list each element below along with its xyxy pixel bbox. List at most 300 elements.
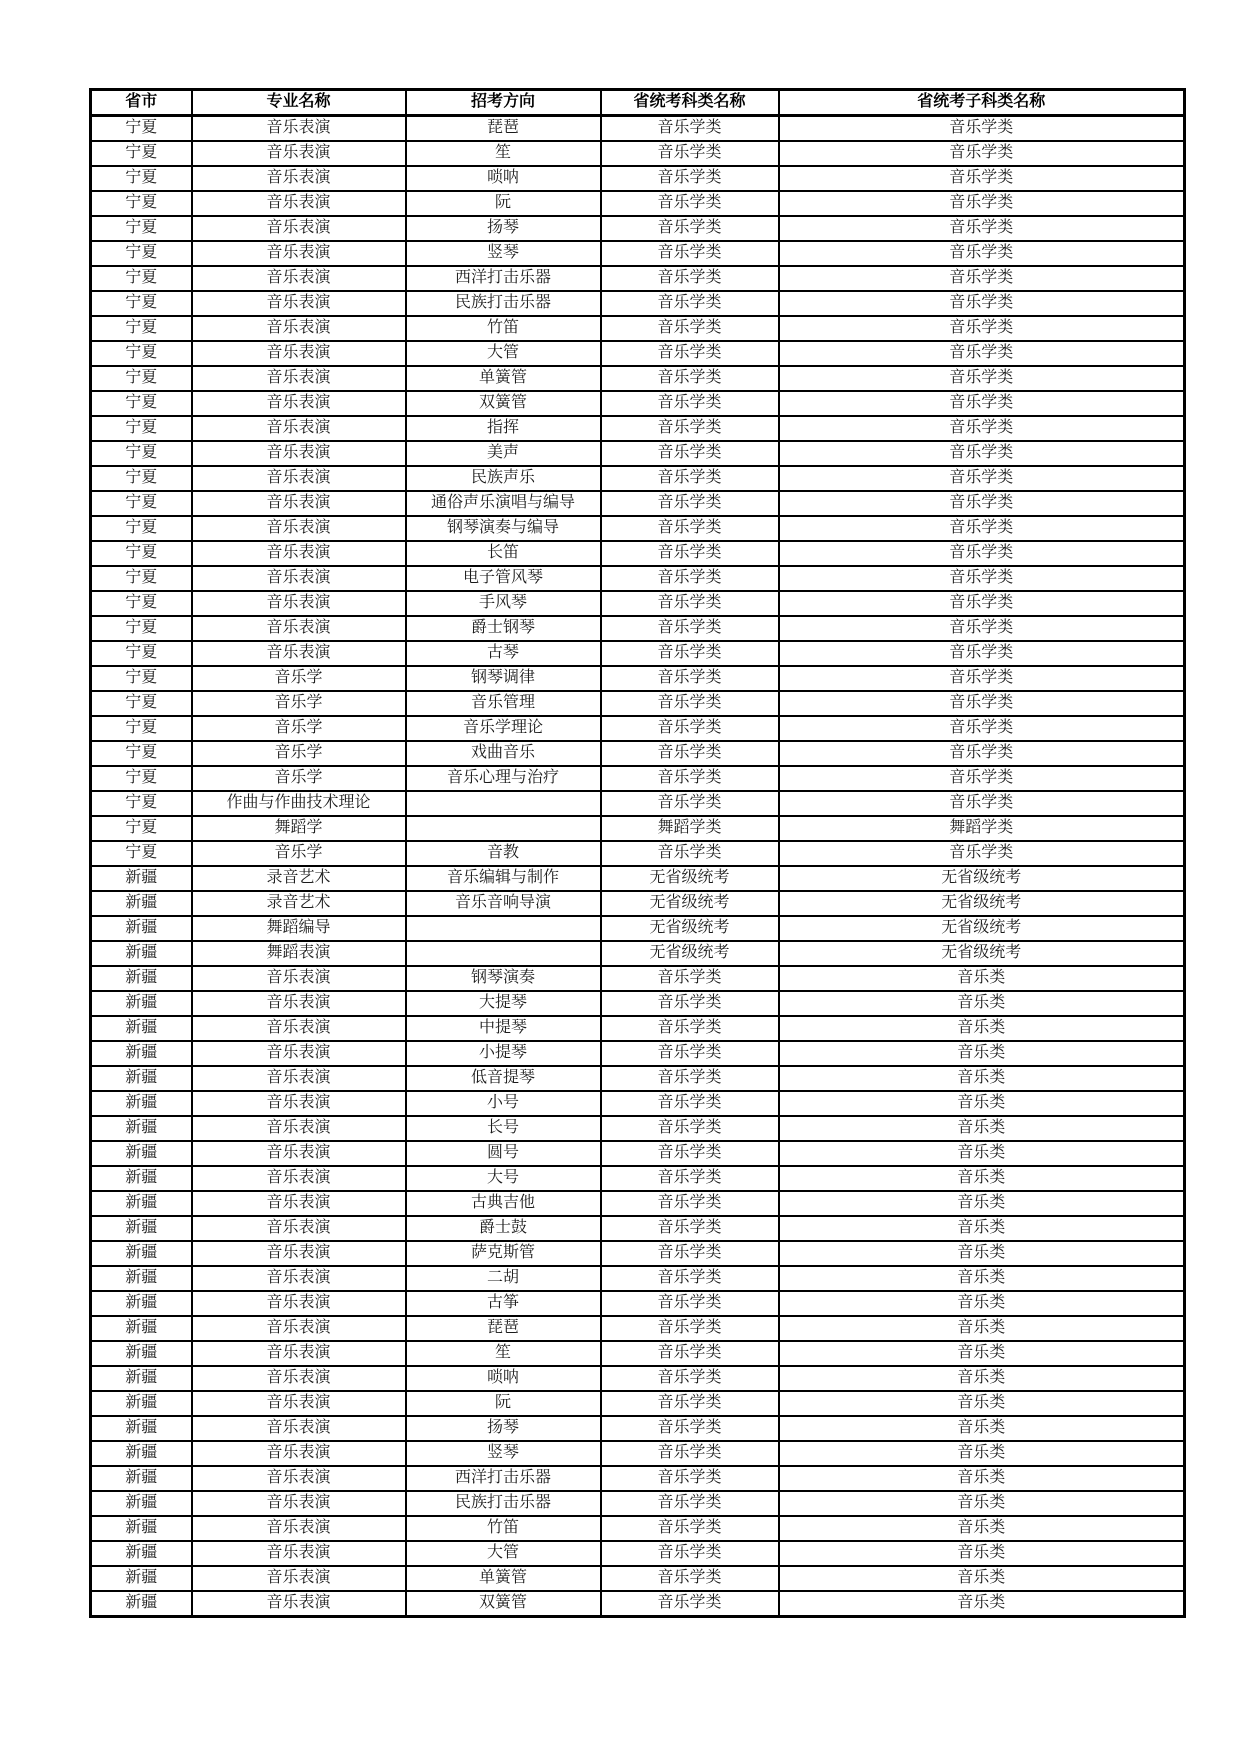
- cell-exam-subcategory: 无省级统考: [779, 866, 1185, 891]
- cell-major-name: 音乐表演: [192, 316, 406, 341]
- cell-recruit-direction: 音乐编辑与制作: [406, 866, 601, 891]
- cell-recruit-direction: 低音提琴: [406, 1066, 601, 1091]
- cell-recruit-direction: 阮: [406, 191, 601, 216]
- cell-major-name: 音乐表演: [192, 1266, 406, 1291]
- cell-exam-category: 音乐学类: [601, 766, 779, 791]
- table-row: [91, 1366, 1185, 1391]
- cell-major-name: 音乐表演: [192, 466, 406, 491]
- cell-recruit-direction: 古琴: [406, 641, 601, 666]
- cell-exam-category: 音乐学类: [601, 1141, 779, 1166]
- cell-province: 宁夏: [91, 141, 192, 166]
- cell-exam-category: 音乐学类: [601, 1241, 779, 1266]
- cell-exam-subcategory: 音乐学类: [779, 316, 1185, 341]
- cell-exam-category: 音乐学类: [601, 416, 779, 441]
- cell-recruit-direction: [406, 916, 601, 941]
- table-row: [91, 1316, 1185, 1341]
- cell-exam-category: 音乐学类: [601, 591, 779, 616]
- header-row: [91, 90, 1185, 116]
- cell-province: 宁夏: [91, 466, 192, 491]
- cell-exam-subcategory: 音乐学类: [779, 716, 1185, 741]
- table-row: [91, 966, 1185, 991]
- table-row: [91, 1066, 1185, 1091]
- col-header-recruit-direction: 招考方向: [406, 90, 601, 116]
- cell-province: 新疆: [91, 1491, 192, 1516]
- table-row: [91, 541, 1185, 566]
- cell-province: 宁夏: [91, 716, 192, 741]
- cell-exam-subcategory: 音乐学类: [779, 516, 1185, 541]
- cell-province: 新疆: [91, 891, 192, 916]
- cell-recruit-direction: 爵士钢琴: [406, 616, 601, 641]
- cell-exam-category: 音乐学类: [601, 516, 779, 541]
- cell-exam-category: 音乐学类: [601, 1541, 779, 1566]
- cell-exam-category: 音乐学类: [601, 1591, 779, 1617]
- cell-recruit-direction: 单簧管: [406, 366, 601, 391]
- cell-exam-category: 舞蹈学类: [601, 816, 779, 841]
- cell-recruit-direction: 大号: [406, 1166, 601, 1191]
- admissions-category-table: [89, 88, 1186, 1618]
- table-row: [91, 416, 1185, 441]
- cell-major-name: 音乐表演: [192, 291, 406, 316]
- table-row: [91, 491, 1185, 516]
- cell-exam-category: 音乐学类: [601, 1291, 779, 1316]
- cell-recruit-direction: 音乐音响导演: [406, 891, 601, 916]
- cell-province: 新疆: [91, 866, 192, 891]
- table-row: [91, 1266, 1185, 1291]
- cell-exam-subcategory: 音乐学类: [779, 191, 1185, 216]
- cell-exam-category: 音乐学类: [601, 691, 779, 716]
- cell-recruit-direction: 钢琴演奏与编导: [406, 516, 601, 541]
- cell-recruit-direction: 唢呐: [406, 1366, 601, 1391]
- cell-exam-subcategory: 音乐类: [779, 1116, 1185, 1141]
- cell-recruit-direction: 音乐心理与治疗: [406, 766, 601, 791]
- cell-recruit-direction: 民族声乐: [406, 466, 601, 491]
- cell-major-name: 音乐表演: [192, 1366, 406, 1391]
- cell-recruit-direction: 钢琴调律: [406, 666, 601, 691]
- cell-province: 宁夏: [91, 741, 192, 766]
- cell-exam-category: 音乐学类: [601, 316, 779, 341]
- cell-exam-category: 音乐学类: [601, 491, 779, 516]
- table-row: [91, 1241, 1185, 1266]
- cell-major-name: 音乐表演: [192, 491, 406, 516]
- cell-major-name: 音乐表演: [192, 166, 406, 191]
- cell-major-name: 音乐学: [192, 666, 406, 691]
- cell-exam-category: 音乐学类: [601, 1116, 779, 1141]
- table-row: [91, 1591, 1185, 1617]
- cell-province: 新疆: [91, 1341, 192, 1366]
- cell-exam-subcategory: 舞蹈学类: [779, 816, 1185, 841]
- cell-recruit-direction: 扬琴: [406, 216, 601, 241]
- cell-exam-category: 无省级统考: [601, 891, 779, 916]
- cell-exam-subcategory: 音乐学类: [779, 291, 1185, 316]
- cell-province: 宁夏: [91, 566, 192, 591]
- cell-exam-subcategory: 音乐类: [779, 1316, 1185, 1341]
- cell-province: 新疆: [91, 1591, 192, 1617]
- cell-major-name: 音乐表演: [192, 1116, 406, 1141]
- table-row: [91, 1341, 1185, 1366]
- cell-exam-subcategory: 音乐学类: [779, 641, 1185, 666]
- table-row: [91, 1216, 1185, 1241]
- cell-recruit-direction: 电子管风琴: [406, 566, 601, 591]
- cell-exam-subcategory: 音乐类: [779, 1591, 1185, 1617]
- cell-recruit-direction: 音乐学理论: [406, 716, 601, 741]
- table-row: [91, 1391, 1185, 1416]
- table-row: [91, 566, 1185, 591]
- cell-exam-subcategory: 音乐类: [779, 1166, 1185, 1191]
- cell-major-name: 音乐表演: [192, 591, 406, 616]
- cell-exam-category: 音乐学类: [601, 1216, 779, 1241]
- table-row: [91, 1141, 1185, 1166]
- col-header-exam-category: 省统考科类名称: [601, 90, 779, 116]
- table-row: [91, 191, 1185, 216]
- table-row: [91, 391, 1185, 416]
- cell-province: 新疆: [91, 1266, 192, 1291]
- cell-exam-category: 音乐学类: [601, 1341, 779, 1366]
- cell-major-name: 音乐学: [192, 716, 406, 741]
- cell-recruit-direction: 竖琴: [406, 241, 601, 266]
- cell-major-name: 音乐表演: [192, 391, 406, 416]
- cell-major-name: 录音艺术: [192, 891, 406, 916]
- table-row: [91, 591, 1185, 616]
- cell-recruit-direction: 双簧管: [406, 1591, 601, 1617]
- cell-recruit-direction: 音乐管理: [406, 691, 601, 716]
- cell-exam-subcategory: 音乐学类: [779, 691, 1185, 716]
- col-header-province: 省市: [91, 90, 192, 116]
- cell-recruit-direction: 双簧管: [406, 391, 601, 416]
- cell-exam-category: 音乐学类: [601, 266, 779, 291]
- cell-recruit-direction: 手风琴: [406, 591, 601, 616]
- cell-major-name: 音乐表演: [192, 366, 406, 391]
- cell-exam-subcategory: 音乐类: [779, 1041, 1185, 1066]
- cell-province: 新疆: [91, 1441, 192, 1466]
- cell-exam-subcategory: 音乐学类: [779, 416, 1185, 441]
- cell-exam-subcategory: 音乐学类: [779, 391, 1185, 416]
- cell-exam-category: 音乐学类: [601, 1491, 779, 1516]
- cell-province: 宁夏: [91, 816, 192, 841]
- cell-province: 新疆: [91, 916, 192, 941]
- cell-exam-subcategory: 音乐类: [779, 1566, 1185, 1591]
- cell-recruit-direction: 美声: [406, 441, 601, 466]
- cell-province: 宁夏: [91, 366, 192, 391]
- cell-major-name: 作曲与作曲技术理论: [192, 791, 406, 816]
- cell-province: 新疆: [91, 1091, 192, 1116]
- table-row: [91, 991, 1185, 1016]
- cell-recruit-direction: 琵琶: [406, 1316, 601, 1341]
- cell-major-name: 音乐表演: [192, 1466, 406, 1491]
- cell-exam-category: 音乐学类: [601, 741, 779, 766]
- cell-exam-category: 无省级统考: [601, 941, 779, 966]
- table-row: [91, 666, 1185, 691]
- cell-exam-category: 音乐学类: [601, 391, 779, 416]
- cell-province: 新疆: [91, 1116, 192, 1141]
- cell-recruit-direction: 戏曲音乐: [406, 741, 601, 766]
- cell-exam-category: 音乐学类: [601, 1466, 779, 1491]
- cell-exam-category: 无省级统考: [601, 916, 779, 941]
- cell-exam-category: 音乐学类: [601, 216, 779, 241]
- cell-exam-category: 音乐学类: [601, 1366, 779, 1391]
- cell-major-name: 音乐表演: [192, 1191, 406, 1216]
- cell-major-name: 音乐表演: [192, 1016, 406, 1041]
- cell-exam-subcategory: 无省级统考: [779, 941, 1185, 966]
- cell-exam-subcategory: 音乐类: [779, 1266, 1185, 1291]
- cell-exam-category: 音乐学类: [601, 1391, 779, 1416]
- cell-exam-category: 音乐学类: [601, 241, 779, 266]
- cell-exam-subcategory: 音乐类: [779, 1216, 1185, 1241]
- cell-province: 新疆: [91, 1541, 192, 1566]
- cell-recruit-direction: [406, 941, 601, 966]
- cell-recruit-direction: 大提琴: [406, 991, 601, 1016]
- cell-recruit-direction: 小号: [406, 1091, 601, 1116]
- cell-province: 新疆: [91, 966, 192, 991]
- cell-province: 宁夏: [91, 841, 192, 866]
- cell-province: 新疆: [91, 1191, 192, 1216]
- table-row: [91, 1491, 1185, 1516]
- cell-exam-subcategory: 音乐学类: [779, 466, 1185, 491]
- table-row: [91, 1466, 1185, 1491]
- cell-recruit-direction: 小提琴: [406, 1041, 601, 1066]
- cell-province: 宁夏: [91, 341, 192, 366]
- cell-recruit-direction: 钢琴演奏: [406, 966, 601, 991]
- cell-exam-category: 音乐学类: [601, 666, 779, 691]
- table-row: [91, 1516, 1185, 1541]
- cell-exam-category: 音乐学类: [601, 1016, 779, 1041]
- cell-major-name: 音乐表演: [192, 616, 406, 641]
- cell-major-name: 音乐表演: [192, 416, 406, 441]
- cell-major-name: 音乐表演: [192, 441, 406, 466]
- cell-major-name: 音乐表演: [192, 191, 406, 216]
- cell-exam-subcategory: 音乐类: [779, 1491, 1185, 1516]
- cell-province: 宁夏: [91, 491, 192, 516]
- cell-major-name: 音乐表演: [192, 241, 406, 266]
- cell-exam-subcategory: 音乐类: [779, 1241, 1185, 1266]
- cell-exam-subcategory: 音乐学类: [779, 791, 1185, 816]
- table-row: [91, 116, 1185, 142]
- table-row: [91, 716, 1185, 741]
- cell-recruit-direction: 指挥: [406, 416, 601, 441]
- cell-province: 新疆: [91, 1366, 192, 1391]
- cell-province: 宁夏: [91, 116, 192, 142]
- cell-recruit-direction: 爵士鼓: [406, 1216, 601, 1241]
- cell-recruit-direction: 竖琴: [406, 1441, 601, 1466]
- cell-recruit-direction: 笙: [406, 1341, 601, 1366]
- table-row: [91, 1166, 1185, 1191]
- cell-exam-category: 音乐学类: [601, 1566, 779, 1591]
- cell-major-name: 舞蹈编导: [192, 916, 406, 941]
- cell-major-name: 音乐表演: [192, 1491, 406, 1516]
- cell-province: 新疆: [91, 1166, 192, 1191]
- cell-province: 新疆: [91, 1566, 192, 1591]
- table-row: [91, 866, 1185, 891]
- table-row: [91, 1441, 1185, 1466]
- cell-recruit-direction: 民族打击乐器: [406, 291, 601, 316]
- cell-province: 宁夏: [91, 441, 192, 466]
- cell-recruit-direction: 竹笛: [406, 1516, 601, 1541]
- cell-major-name: 音乐表演: [192, 1516, 406, 1541]
- cell-exam-subcategory: 音乐类: [779, 1141, 1185, 1166]
- cell-recruit-direction: 圆号: [406, 1141, 601, 1166]
- table-row: [91, 141, 1185, 166]
- cell-exam-subcategory: 音乐类: [779, 1091, 1185, 1116]
- cell-exam-subcategory: 音乐类: [779, 966, 1185, 991]
- cell-exam-subcategory: 音乐类: [779, 1391, 1185, 1416]
- cell-exam-category: 音乐学类: [601, 716, 779, 741]
- cell-exam-subcategory: 音乐类: [779, 1441, 1185, 1466]
- table-row: [91, 1116, 1185, 1141]
- cell-major-name: 音乐表演: [192, 566, 406, 591]
- cell-exam-subcategory: 音乐类: [779, 1191, 1185, 1216]
- cell-province: 宁夏: [91, 666, 192, 691]
- cell-recruit-direction: 阮: [406, 1391, 601, 1416]
- table-row: [91, 916, 1185, 941]
- cell-province: 新疆: [91, 1316, 192, 1341]
- cell-exam-subcategory: 音乐类: [779, 1516, 1185, 1541]
- cell-exam-subcategory: 音乐类: [779, 1466, 1185, 1491]
- cell-province: 宁夏: [91, 291, 192, 316]
- cell-province: 宁夏: [91, 416, 192, 441]
- cell-major-name: 音乐表演: [192, 1316, 406, 1341]
- cell-major-name: 音乐表演: [192, 1041, 406, 1066]
- cell-recruit-direction: 中提琴: [406, 1016, 601, 1041]
- cell-exam-subcategory: 音乐类: [779, 1341, 1185, 1366]
- cell-exam-category: 音乐学类: [601, 466, 779, 491]
- table-row: [91, 1091, 1185, 1116]
- cell-exam-subcategory: 音乐学类: [779, 841, 1185, 866]
- cell-province: 新疆: [91, 1516, 192, 1541]
- cell-exam-subcategory: 音乐学类: [779, 566, 1185, 591]
- cell-exam-subcategory: 音乐学类: [779, 216, 1185, 241]
- cell-recruit-direction: 萨克斯管: [406, 1241, 601, 1266]
- cell-recruit-direction: 长号: [406, 1116, 601, 1141]
- cell-recruit-direction: 西洋打击乐器: [406, 1466, 601, 1491]
- cell-major-name: 音乐表演: [192, 1291, 406, 1316]
- cell-major-name: 音乐表演: [192, 216, 406, 241]
- cell-major-name: 音乐表演: [192, 991, 406, 1016]
- cell-exam-category: 音乐学类: [601, 641, 779, 666]
- table-row: [91, 1016, 1185, 1041]
- cell-recruit-direction: 长笛: [406, 541, 601, 566]
- cell-exam-subcategory: 音乐类: [779, 1416, 1185, 1441]
- table-row: [91, 1541, 1185, 1566]
- table-row: [91, 641, 1185, 666]
- cell-exam-subcategory: 音乐学类: [779, 666, 1185, 691]
- cell-province: 新疆: [91, 1216, 192, 1241]
- cell-exam-subcategory: 音乐学类: [779, 616, 1185, 641]
- cell-major-name: 音乐表演: [192, 1391, 406, 1416]
- cell-major-name: 音乐表演: [192, 266, 406, 291]
- cell-recruit-direction: 大管: [406, 341, 601, 366]
- cell-province: 宁夏: [91, 216, 192, 241]
- cell-exam-subcategory: 音乐学类: [779, 441, 1185, 466]
- cell-exam-subcategory: 音乐学类: [779, 591, 1185, 616]
- cell-province: 新疆: [91, 1291, 192, 1316]
- cell-exam-subcategory: 音乐学类: [779, 341, 1185, 366]
- cell-exam-subcategory: 音乐学类: [779, 166, 1185, 191]
- cell-recruit-direction: 竹笛: [406, 316, 601, 341]
- cell-major-name: 音乐表演: [192, 641, 406, 666]
- cell-major-name: 音乐表演: [192, 1341, 406, 1366]
- cell-exam-subcategory: 音乐类: [779, 1541, 1185, 1566]
- table-row: [91, 766, 1185, 791]
- cell-exam-category: 音乐学类: [601, 366, 779, 391]
- table-row: [91, 241, 1185, 266]
- table-row: [91, 941, 1185, 966]
- cell-exam-category: 音乐学类: [601, 841, 779, 866]
- cell-province: 新疆: [91, 1066, 192, 1091]
- cell-exam-subcategory: 音乐类: [779, 1016, 1185, 1041]
- cell-province: 新疆: [91, 1391, 192, 1416]
- cell-exam-subcategory: 音乐学类: [779, 491, 1185, 516]
- cell-exam-category: 音乐学类: [601, 966, 779, 991]
- table-row: [91, 1191, 1185, 1216]
- cell-recruit-direction: 唢呐: [406, 166, 601, 191]
- cell-recruit-direction: 大管: [406, 1541, 601, 1566]
- cell-province: 宁夏: [91, 241, 192, 266]
- cell-exam-category: 音乐学类: [601, 1166, 779, 1191]
- cell-major-name: 音乐表演: [192, 341, 406, 366]
- cell-exam-category: 音乐学类: [601, 341, 779, 366]
- cell-major-name: 音乐表演: [192, 1441, 406, 1466]
- cell-major-name: 舞蹈表演: [192, 941, 406, 966]
- cell-exam-subcategory: 音乐学类: [779, 266, 1185, 291]
- cell-exam-category: 音乐学类: [601, 1091, 779, 1116]
- cell-province: 宁夏: [91, 166, 192, 191]
- cell-exam-category: 音乐学类: [601, 1516, 779, 1541]
- cell-province: 宁夏: [91, 641, 192, 666]
- cell-exam-subcategory: 音乐学类: [779, 741, 1185, 766]
- table-row: [91, 166, 1185, 191]
- table-row: [91, 816, 1185, 841]
- cell-exam-category: 音乐学类: [601, 566, 779, 591]
- cell-province: 新疆: [91, 1016, 192, 1041]
- table-row: [91, 1041, 1185, 1066]
- cell-province: 宁夏: [91, 266, 192, 291]
- cell-recruit-direction: 古典吉他: [406, 1191, 601, 1216]
- cell-major-name: 音乐学: [192, 691, 406, 716]
- table-row: [91, 1291, 1185, 1316]
- table-row: [91, 216, 1185, 241]
- cell-province: 宁夏: [91, 391, 192, 416]
- cell-major-name: 音乐表演: [192, 1216, 406, 1241]
- cell-exam-subcategory: 音乐学类: [779, 766, 1185, 791]
- cell-major-name: 音乐表演: [192, 1416, 406, 1441]
- cell-major-name: 音乐表演: [192, 141, 406, 166]
- cell-recruit-direction: 笙: [406, 141, 601, 166]
- table-row: [91, 841, 1185, 866]
- cell-major-name: 音乐表演: [192, 1166, 406, 1191]
- cell-recruit-direction: 二胡: [406, 1266, 601, 1291]
- cell-exam-category: 音乐学类: [601, 191, 779, 216]
- table-row: [91, 341, 1185, 366]
- cell-exam-subcategory: 音乐学类: [779, 366, 1185, 391]
- cell-exam-category: 音乐学类: [601, 441, 779, 466]
- cell-exam-category: 音乐学类: [601, 1041, 779, 1066]
- cell-major-name: 音乐表演: [192, 1591, 406, 1617]
- cell-major-name: 音乐学: [192, 766, 406, 791]
- cell-exam-category: 音乐学类: [601, 141, 779, 166]
- table-row: [91, 466, 1185, 491]
- cell-province: 宁夏: [91, 691, 192, 716]
- cell-exam-category: 音乐学类: [601, 791, 779, 816]
- table-row: [91, 316, 1185, 341]
- cell-exam-category: 音乐学类: [601, 291, 779, 316]
- cell-exam-subcategory: 音乐学类: [779, 541, 1185, 566]
- cell-recruit-direction: 民族打击乐器: [406, 1491, 601, 1516]
- table-row: [91, 691, 1185, 716]
- cell-recruit-direction: 音教: [406, 841, 601, 866]
- table-row: [91, 1416, 1185, 1441]
- table-row: [91, 366, 1185, 391]
- cell-exam-subcategory: 音乐类: [779, 1291, 1185, 1316]
- table-row: [91, 891, 1185, 916]
